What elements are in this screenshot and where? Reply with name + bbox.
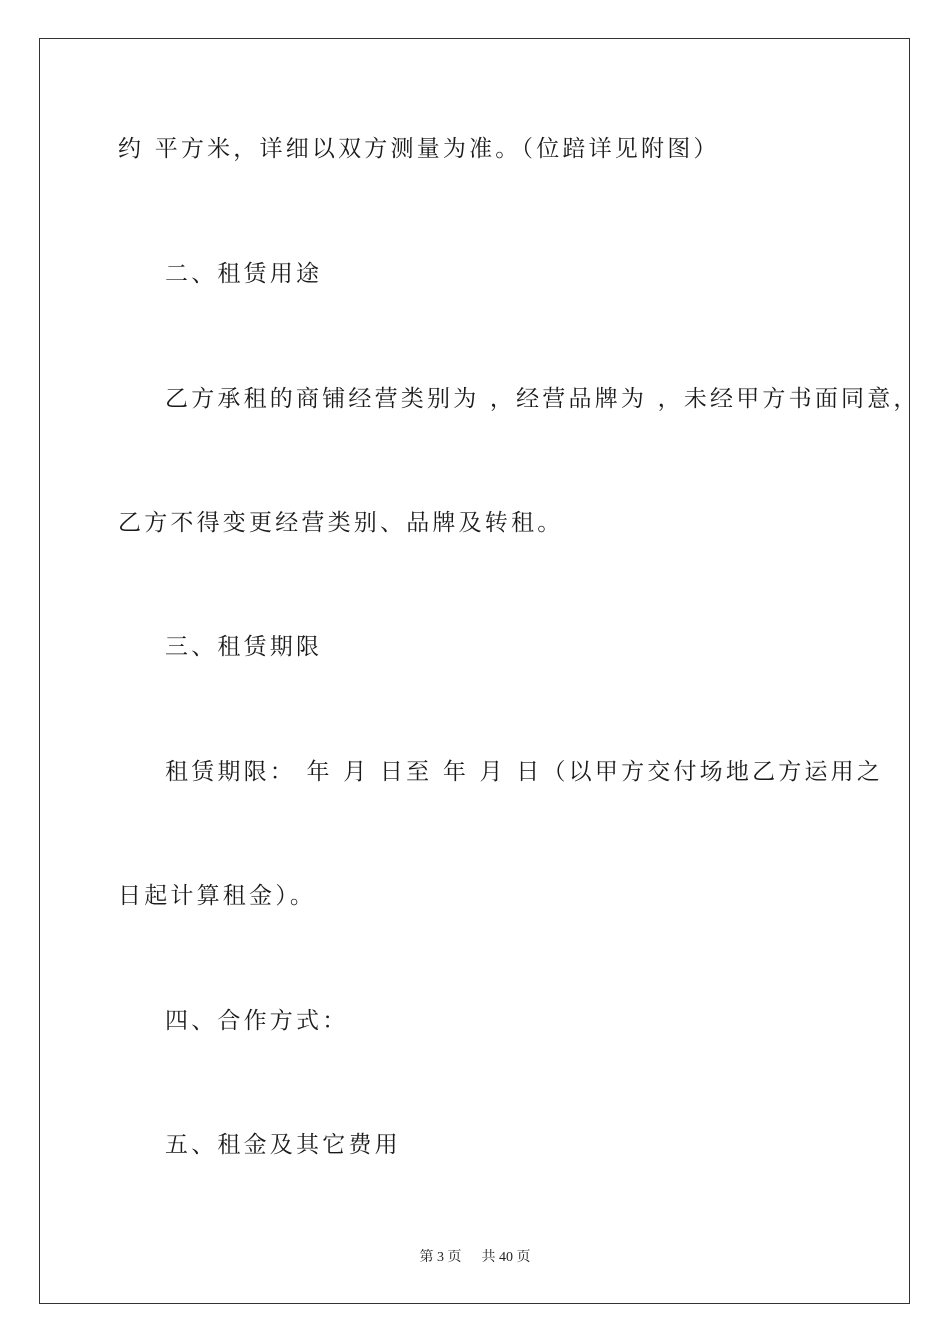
paragraph-area-measurement: 约 平方米，详细以双方测量为准。（位踣详见附图）	[118, 136, 720, 162]
page-border	[39, 38, 910, 1304]
page-number: 第 3 页	[419, 1250, 462, 1265]
section-heading-lease-term: 三、租赁期限	[165, 634, 323, 660]
page-footer	[0, 1246, 950, 1266]
section-heading-lease-purpose: 二、租赁用途	[165, 261, 323, 287]
section-heading-rent-and-fees: 五、租金及其它费用	[165, 1132, 401, 1158]
section-heading-cooperation-mode: 四、合作方式：	[165, 1008, 349, 1034]
page-total: 共 40 页	[481, 1250, 531, 1265]
paragraph-business-category: 乙方承租的商铺经营类别为 ，经营品牌为 ，未经甲方书面同意，	[165, 386, 920, 412]
paragraph-business-category-cont: 乙方不得变更经营类别、品牌及转租。	[118, 510, 564, 536]
paragraph-lease-term-cont: 日起计算租金）。	[118, 883, 317, 909]
paragraph-lease-term: 租赁期限： 年 月 日至 年 月 日（以甲方交付场地乙方运用之	[165, 759, 884, 785]
